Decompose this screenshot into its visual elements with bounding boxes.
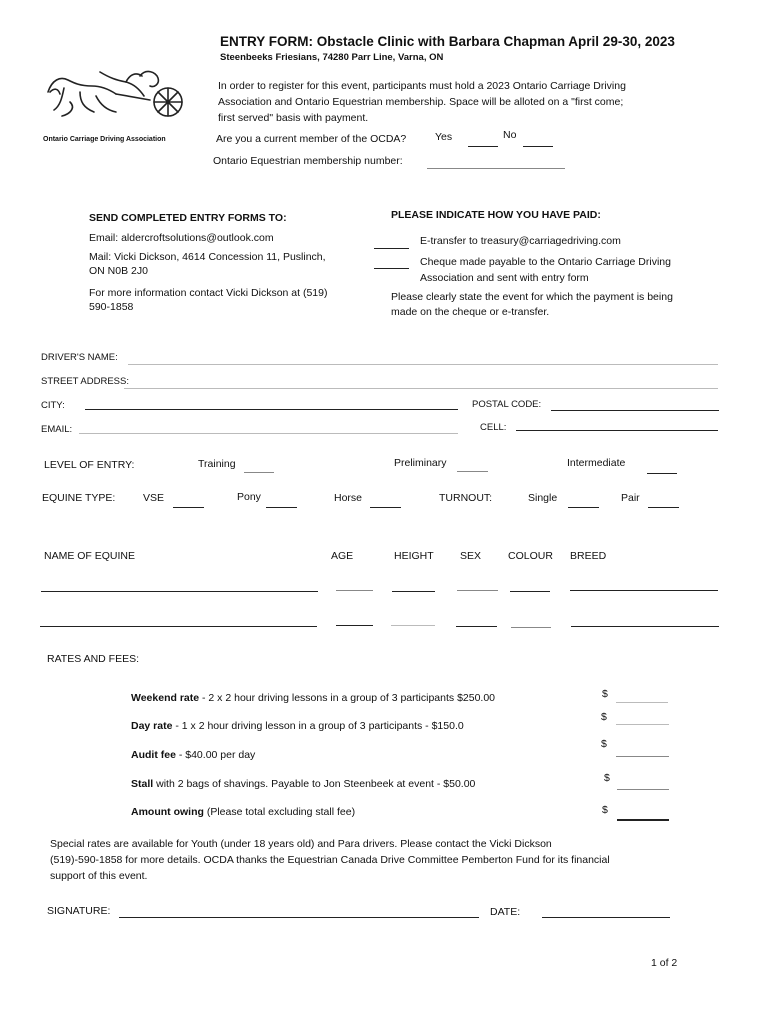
col-height: HEIGHT [394,550,434,562]
ocda-no-label: No [503,129,517,141]
day-dollar: $ [601,711,607,723]
payment-heading: PLEASE INDICATE HOW YOU HAVE PAID: [391,209,601,221]
day-rate-desc: - 1 x 2 hour driving lesson in a group of 3 participants - $150.0 [172,720,464,732]
logo-text: Ontario Carriage Driving Association [43,136,166,143]
oe-membership-label: Ontario Equestrian membership number: [213,155,403,167]
special-rates-line-3: support of this event. [50,870,148,882]
level-training-label: Training [198,458,236,470]
equine-2-height-field[interactable] [391,625,435,626]
rates-heading: RATES AND FEES: [47,653,139,665]
col-name-of-equine: NAME OF EQUINE [44,550,136,562]
send-mail-line-2: ON N0B 2J0 [89,265,148,277]
amount-owing-field[interactable] [617,819,669,821]
form-title: ENTRY FORM: Obstacle Clinic with Barbara Chapman April 29-30, 2023 [220,34,675,49]
col-colour: COLOUR [508,550,553,562]
special-rates-line-1: Special rates are available for Youth (under 18 years old) and Para drivers. Please contact the Vicki Dickson [50,838,552,850]
send-info-line-2: 590-1858 [89,301,134,313]
payment-note-line-2: made on the cheque or e-transfer. [391,306,550,318]
intro-line-2: Association and Ontario Equestrian membership. Space will be alloted on a "first come; [218,96,624,108]
cheque-line-2: Association and sent with entry form [420,272,589,284]
street-address-field[interactable] [124,388,718,389]
special-rates-line-2: (519)-590-1858 for more details. OCDA thanks the Equestrian Canada Drive Committee Pemberton Fund for its financial [50,854,610,866]
turnout-single-field[interactable] [568,507,599,508]
etransfer-check-field[interactable] [374,248,409,249]
cell-field[interactable] [516,430,718,431]
weekend-rate-title: Weekend rate [131,692,200,704]
equine-2-age-field[interactable] [336,625,373,626]
cell-label: CELL: [480,422,507,433]
email-field[interactable] [79,433,458,434]
equine-type-label: EQUINE TYPE: [42,492,116,504]
send-info-line-1: For more information contact Vicki Dickson at (519) [89,287,328,299]
intro-line-3: first served" basis with payment. [218,112,369,124]
weekend-dollar: $ [602,688,608,700]
weekend-amount-field[interactable] [616,702,668,703]
stall-title: Stall [131,778,154,790]
send-mail-line-1: Mail: Vicki Dickson, 4614 Concession 11, Puslinch, [89,251,326,263]
send-heading: SEND COMPLETED ENTRY FORMS TO: [89,212,287,224]
equine-2-sex-field[interactable] [456,626,497,627]
equine-horse-label: Horse [334,492,363,504]
level-preliminary-field[interactable] [457,471,488,472]
etransfer-label: E-transfer to treasury@carriagedriving.com [420,235,621,247]
col-age: AGE [331,550,354,562]
stall-amount-field[interactable] [617,789,669,790]
equine-1-name-field[interactable] [41,591,318,592]
equine-pony-field[interactable] [266,507,297,508]
level-label: LEVEL OF ENTRY: [44,459,135,471]
cheque-line-1: Cheque made payable to the Ontario Carriage Driving [420,256,671,268]
amount-owing-title: Amount owing [131,806,204,818]
email-label: EMAIL: [41,424,73,435]
equine-2-colour-field[interactable] [511,627,551,628]
amount-owing-desc: (Please total excluding stall fee) [203,806,356,818]
stall-desc: with 2 bags of shavings. Payable to Jon Steenbeek at event - $50.00 [153,778,476,790]
level-training-field[interactable] [244,472,274,473]
event-location: Steenbeeks Friesians, 74280 Parr Line, Varna, ON [220,52,444,63]
turnout-single-label: Single [528,492,558,504]
signature-label: SIGNATURE: [47,905,111,917]
oe-membership-field[interactable] [427,168,565,169]
stall-row [131,778,475,790]
city-label: CITY: [41,400,65,411]
level-intermediate-field[interactable] [647,473,677,474]
street-address-label: STREET ADDRESS: [41,376,129,387]
day-rate-row [131,720,464,732]
intro-line-1: In order to register for this event, participants must hold a 2023 Ontario Carriage Driving [218,80,626,92]
col-breed: BREED [570,550,607,562]
owing-dollar: $ [602,804,608,816]
audit-amount-field[interactable] [616,756,669,757]
ocda-yes-label: Yes [435,131,453,143]
equine-pony-label: Pony [237,491,261,503]
send-email: Email: aldercroftsolutions@outlook.com [89,232,274,244]
payment-note-line-1: Please clearly state the event for which the payment is being [391,291,673,303]
level-preliminary-label: Preliminary [394,457,447,469]
equine-1-sex-field[interactable] [457,590,498,591]
ocda-logo [40,66,185,146]
weekend-rate-row [131,692,495,704]
amount-owing-row [131,806,355,818]
ocda-no-field[interactable] [523,146,553,147]
page-number: 1 of 2 [651,957,678,969]
weekend-rate-desc: - 2 x 2 hour driving lessons in a group of 3 participants $250.00 [199,692,496,704]
level-intermediate-label: Intermediate [567,457,626,469]
turnout-label: TURNOUT: [439,492,493,504]
equine-horse-field[interactable] [370,507,401,508]
city-field[interactable] [85,409,458,410]
postal-code-label: POSTAL CODE: [472,399,542,410]
turnout-pair-field[interactable] [648,507,679,508]
drivers-name-label: DRIVER'S NAME: [41,352,118,363]
equine-vse-label: VSE [143,492,165,504]
cheque-check-field[interactable] [374,268,409,269]
equine-1-breed-field[interactable] [570,590,718,591]
col-sex: SEX [460,550,482,562]
horse-carriage-icon [40,66,185,136]
date-field[interactable] [542,917,670,918]
audit-dollar: $ [601,738,607,750]
equine-2-breed-field[interactable] [571,626,719,627]
audit-fee-title: Audit fee [131,749,176,761]
audit-fee-desc: - $40.00 per day [175,749,256,761]
equine-1-height-field[interactable] [392,591,435,592]
audit-fee-row [131,749,255,761]
signature-field[interactable] [119,917,479,918]
turnout-pair-label: Pair [621,492,640,504]
equine-1-age-field[interactable] [336,590,373,591]
drivers-name-field[interactable] [128,364,718,365]
day-amount-field[interactable] [616,724,669,725]
date-label: DATE: [490,906,521,918]
ocda-yes-field[interactable] [468,146,498,147]
day-rate-title: Day rate [131,720,173,732]
equine-1-colour-field[interactable] [510,591,550,592]
stall-dollar: $ [604,772,610,784]
ocda-question: Are you a current member of the OCDA? [216,133,407,145]
postal-code-field[interactable] [551,410,719,411]
equine-2-name-field[interactable] [40,626,317,627]
equine-vse-field[interactable] [173,507,204,508]
